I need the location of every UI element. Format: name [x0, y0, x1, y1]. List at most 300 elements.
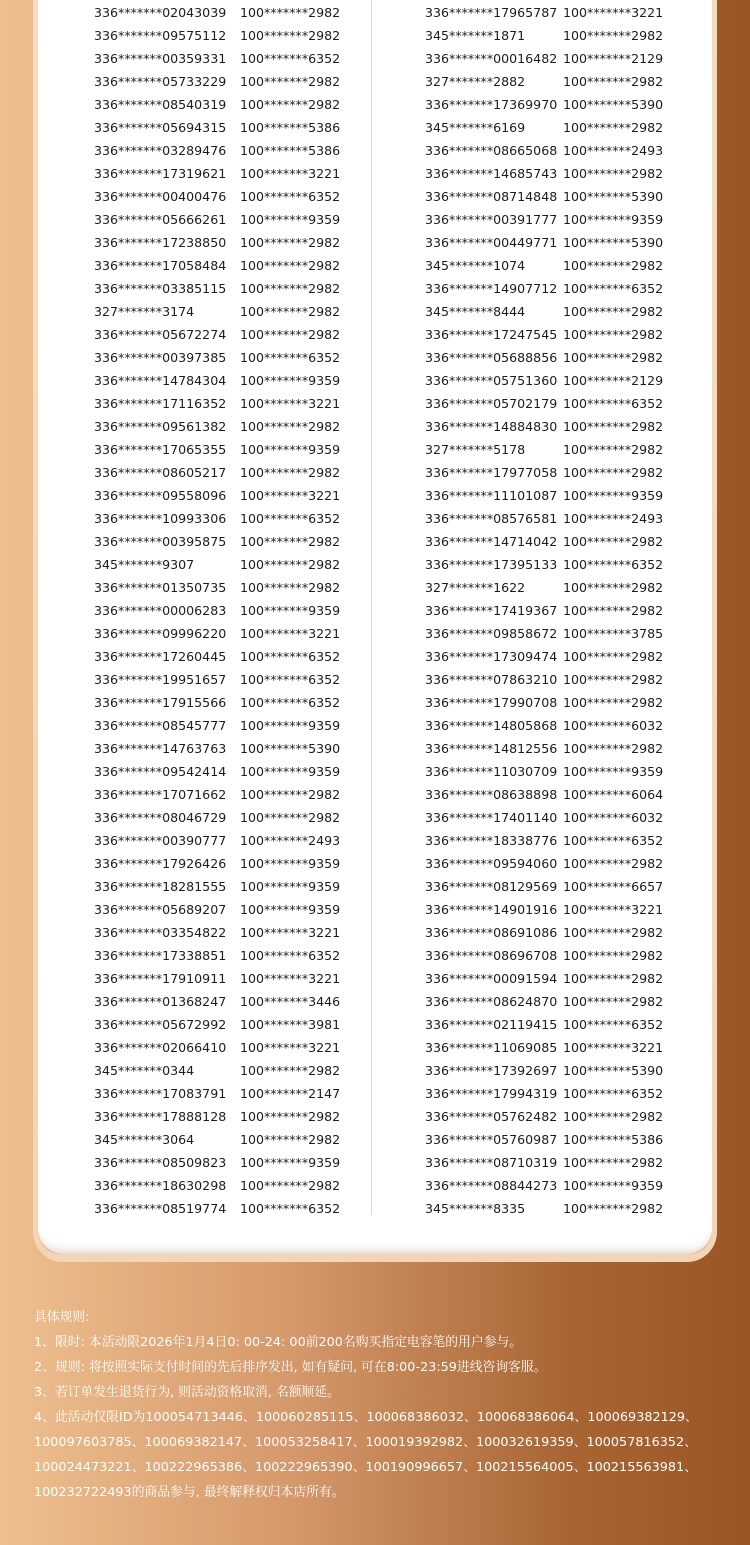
winner-row — [425, 346, 663, 369]
product-id: 100*******3221 — [240, 971, 341, 986]
winner-row — [425, 323, 663, 346]
user-account-id: 336*******05762482 — [425, 1109, 558, 1124]
user-account-id: 336*******17977058 — [425, 465, 558, 480]
product-id: 100*******6352 — [240, 51, 341, 66]
winner-row — [425, 944, 663, 967]
winner-row — [94, 1174, 340, 1197]
winner-row — [425, 392, 663, 415]
user-account-id: 336*******02043039 — [94, 5, 227, 20]
winner-row — [94, 323, 340, 346]
user-account-id: 345*******9307 — [94, 557, 195, 572]
winner-row — [94, 1128, 340, 1151]
winner-row — [425, 1036, 663, 1059]
product-id: 100*******2982 — [563, 948, 664, 963]
user-account-id: 336*******02119415 — [425, 1017, 558, 1032]
user-account-id: 336*******05666261 — [94, 212, 227, 227]
user-account-id: 336*******08696708 — [425, 948, 558, 963]
winner-row — [425, 783, 663, 806]
product-id: 100*******2982 — [563, 994, 664, 1009]
winner-row — [94, 990, 340, 1013]
winner-row — [94, 231, 340, 254]
product-id: 100*******6352 — [240, 189, 341, 204]
winner-row — [425, 829, 663, 852]
product-id: 100*******2493 — [240, 833, 341, 848]
user-account-id: 336*******10993306 — [94, 511, 227, 526]
winner-row — [425, 714, 663, 737]
winner-row — [94, 185, 340, 208]
product-id: 100*******9359 — [240, 879, 341, 894]
user-account-id: 336*******14784304 — [94, 373, 227, 388]
rule-item: 2、规则: 将按照实际支付时间的先后排序发出, 如有疑问, 可在8:00-23:59进线咨询客服。 — [34, 1360, 547, 1375]
winner-row — [94, 484, 340, 507]
user-account-id: 336*******14901916 — [425, 902, 558, 917]
winner-row — [425, 530, 663, 553]
product-id: 100*******2982 — [240, 97, 341, 112]
column-divider — [371, 0, 372, 1215]
winner-row — [425, 24, 663, 47]
user-account-id: 345*******8444 — [425, 304, 526, 319]
user-account-id: 336*******08710319 — [425, 1155, 558, 1170]
winner-row — [425, 691, 663, 714]
winner-row — [425, 1151, 663, 1174]
user-account-id: 336*******17071662 — [94, 787, 227, 802]
winner-row — [425, 553, 663, 576]
user-account-id: 336*******14812556 — [425, 741, 558, 756]
winner-row — [425, 576, 663, 599]
winner-row — [94, 392, 340, 415]
product-id: 100*******6352 — [563, 557, 664, 572]
user-account-id: 336*******11030709 — [425, 764, 558, 779]
user-account-id: 336*******00359331 — [94, 51, 227, 66]
user-account-id: 336*******11101087 — [425, 488, 558, 503]
user-account-id: 336*******17392697 — [425, 1063, 558, 1078]
user-account-id: 336*******08714848 — [425, 189, 558, 204]
user-account-id: 336*******09542414 — [94, 764, 227, 779]
winner-row — [425, 139, 663, 162]
user-account-id: 336*******05751360 — [425, 373, 558, 388]
user-account-id: 336*******14805868 — [425, 718, 558, 733]
winner-row — [94, 1151, 340, 1174]
winner-row — [425, 47, 663, 70]
winner-row — [425, 1197, 663, 1220]
user-account-id: 336*******17116352 — [94, 396, 227, 411]
winner-row — [94, 760, 340, 783]
winner-row — [94, 1105, 340, 1128]
user-account-id: 336*******08605217 — [94, 465, 227, 480]
rule-item: 100097603785、100069382147、100053258417、100019392982、100032619359、100057816352、 — [34, 1435, 697, 1450]
product-id: 100*******2982 — [563, 166, 664, 181]
user-account-id: 336*******05702179 — [425, 396, 558, 411]
product-id: 100*******2982 — [240, 1063, 341, 1078]
winner-row — [425, 645, 663, 668]
user-account-id: 336*******05672274 — [94, 327, 227, 342]
product-id: 100*******2982 — [240, 1109, 341, 1124]
user-account-id: 336*******17395133 — [425, 557, 558, 572]
winner-row — [94, 691, 340, 714]
user-account-id: 336*******17065355 — [94, 442, 227, 457]
product-id: 100*******2982 — [563, 304, 664, 319]
user-account-id: 336*******05688856 — [425, 350, 558, 365]
winner-list-right — [425, 1, 663, 1220]
user-account-id: 345*******1871 — [425, 28, 526, 43]
winner-row — [94, 714, 340, 737]
user-account-id: 336*******08545777 — [94, 718, 227, 733]
user-account-id: 336*******08046729 — [94, 810, 227, 825]
winner-row — [425, 438, 663, 461]
product-id: 100*******2982 — [563, 603, 664, 618]
product-id: 100*******2982 — [240, 557, 341, 572]
winner-row — [425, 93, 663, 116]
winner-row — [94, 921, 340, 944]
winner-row — [94, 47, 340, 70]
product-id: 100*******2982 — [240, 1132, 341, 1147]
product-id: 100*******2982 — [563, 442, 664, 457]
product-id: 100*******9359 — [563, 212, 664, 227]
winner-row — [425, 231, 663, 254]
product-id: 100*******3221 — [563, 1040, 664, 1055]
user-account-id: 336*******00390777 — [94, 833, 227, 848]
user-account-id: 336*******05733229 — [94, 74, 227, 89]
user-account-id: 336*******17319621 — [94, 166, 227, 181]
user-account-id: 336*******11069085 — [425, 1040, 558, 1055]
winner-row — [425, 1128, 663, 1151]
user-account-id: 336*******08638898 — [425, 787, 558, 802]
product-id: 100*******3785 — [563, 626, 664, 641]
user-account-id: 336*******00397385 — [94, 350, 227, 365]
user-account-id: 336*******00400476 — [94, 189, 227, 204]
winner-row — [425, 162, 663, 185]
winner-row — [94, 208, 340, 231]
user-account-id: 336*******05689207 — [94, 902, 227, 917]
user-account-id: 336*******14685743 — [425, 166, 558, 181]
product-id: 100*******2982 — [240, 5, 341, 20]
winner-row — [425, 300, 663, 323]
user-account-id: 336*******17369970 — [425, 97, 558, 112]
product-id: 100*******6032 — [563, 810, 664, 825]
winner-row — [425, 369, 663, 392]
product-id: 100*******9359 — [240, 902, 341, 917]
user-account-id: 336*******00016482 — [425, 51, 558, 66]
user-account-id: 336*******03385115 — [94, 281, 227, 296]
user-account-id: 336*******08691086 — [425, 925, 558, 940]
winner-row — [425, 1059, 663, 1082]
user-account-id: 327*******2882 — [425, 74, 526, 89]
user-account-id: 336*******14907712 — [425, 281, 558, 296]
winner-row — [425, 415, 663, 438]
product-id: 100*******9359 — [563, 1178, 664, 1193]
product-id: 100*******3221 — [240, 396, 341, 411]
product-id: 100*******2982 — [563, 28, 664, 43]
product-id: 100*******6352 — [240, 672, 341, 687]
winner-row — [94, 93, 340, 116]
user-account-id: 336*******17338851 — [94, 948, 227, 963]
winner-row — [94, 162, 340, 185]
winner-row — [94, 1082, 340, 1105]
winner-row — [94, 1, 340, 24]
user-account-id: 327*******3174 — [94, 304, 195, 319]
product-id: 100*******9359 — [240, 603, 341, 618]
product-id: 100*******2147 — [240, 1086, 341, 1101]
product-id: 100*******2982 — [563, 649, 664, 664]
rule-item: 3、若订单发生退货行为, 则活动资格取消, 名额顺延。 — [34, 1385, 340, 1400]
product-id: 100*******2982 — [563, 258, 664, 273]
user-account-id: 336*******14763763 — [94, 741, 227, 756]
rules-title: 具体规则: — [34, 1310, 90, 1325]
product-id: 100*******6352 — [563, 1017, 664, 1032]
user-account-id: 336*******17419367 — [425, 603, 558, 618]
product-id: 100*******2982 — [240, 28, 341, 43]
product-id: 100*******6352 — [240, 511, 341, 526]
winner-row — [425, 921, 663, 944]
winner-list-left — [94, 1, 340, 1220]
product-id: 100*******3446 — [240, 994, 341, 1009]
product-id: 100*******3221 — [240, 1040, 341, 1055]
user-account-id: 336*******05760987 — [425, 1132, 558, 1147]
user-account-id: 336*******17083791 — [94, 1086, 227, 1101]
winner-row — [425, 760, 663, 783]
product-id: 100*******2493 — [563, 511, 664, 526]
winner-row — [94, 346, 340, 369]
product-id: 100*******9359 — [240, 718, 341, 733]
product-id: 100*******5390 — [563, 189, 664, 204]
product-id: 100*******3221 — [240, 925, 341, 940]
user-account-id: 336*******17994319 — [425, 1086, 558, 1101]
user-account-id: 336*******08665068 — [425, 143, 558, 158]
winner-row — [425, 1174, 663, 1197]
product-id: 100*******2982 — [240, 465, 341, 480]
product-id: 100*******2982 — [563, 120, 664, 135]
user-account-id: 336*******07863210 — [425, 672, 558, 687]
product-id: 100*******9359 — [240, 856, 341, 871]
winner-row — [94, 1059, 340, 1082]
user-account-id: 336*******08519774 — [94, 1201, 227, 1216]
user-account-id: 345*******8335 — [425, 1201, 526, 1216]
product-id: 100*******3221 — [563, 902, 664, 917]
product-id: 100*******2982 — [563, 856, 664, 871]
winner-row — [94, 507, 340, 530]
product-id: 100*******9359 — [240, 212, 341, 227]
user-account-id: 336*******09858672 — [425, 626, 558, 641]
user-account-id: 336*******19951657 — [94, 672, 227, 687]
user-account-id: 336*******08576581 — [425, 511, 558, 526]
product-id: 100*******6352 — [240, 350, 341, 365]
user-account-id: 336*******00391777 — [425, 212, 558, 227]
winner-row — [425, 185, 663, 208]
winner-row — [425, 116, 663, 139]
user-account-id: 336*******08129569 — [425, 879, 558, 894]
product-id: 100*******2982 — [563, 419, 664, 434]
user-account-id: 336*******03354822 — [94, 925, 227, 940]
product-id: 100*******6352 — [563, 833, 664, 848]
product-id: 100*******2982 — [563, 1155, 664, 1170]
product-id: 100*******2982 — [240, 258, 341, 273]
user-account-id: 336*******14714042 — [425, 534, 558, 549]
product-id: 100*******2982 — [240, 304, 341, 319]
product-id: 100*******3221 — [240, 166, 341, 181]
user-account-id: 336*******01368247 — [94, 994, 227, 1009]
product-id: 100*******3221 — [240, 626, 341, 641]
product-id: 100*******2982 — [240, 74, 341, 89]
winner-row — [94, 254, 340, 277]
product-id: 100*******5390 — [240, 741, 341, 756]
product-id: 100*******5386 — [240, 143, 341, 158]
product-id: 100*******2982 — [563, 1109, 664, 1124]
winner-row — [425, 1105, 663, 1128]
winner-row — [94, 599, 340, 622]
user-account-id: 336*******03289476 — [94, 143, 227, 158]
product-id: 100*******2982 — [563, 74, 664, 89]
winner-row — [425, 967, 663, 990]
rule-item: 100232722493的商品参与, 最终解释权归本店所有。 — [34, 1485, 345, 1500]
winner-row — [94, 461, 340, 484]
winner-row — [94, 1197, 340, 1220]
user-account-id: 336*******17915566 — [94, 695, 227, 710]
winner-row — [94, 806, 340, 829]
product-id: 100*******2982 — [240, 810, 341, 825]
winner-row — [94, 576, 340, 599]
rule-item: 4、此活动仅限ID为100054713446、100060285115、100068386032、100068386064、100069382129、 — [34, 1410, 698, 1425]
product-id: 100*******2982 — [563, 695, 664, 710]
user-account-id: 336*******05694315 — [94, 120, 227, 135]
user-account-id: 336*******00006283 — [94, 603, 227, 618]
product-id: 100*******2982 — [240, 1178, 341, 1193]
product-id: 100*******6352 — [563, 281, 664, 296]
product-id: 100*******6352 — [240, 649, 341, 664]
winner-row — [94, 1036, 340, 1059]
winner-row — [425, 1013, 663, 1036]
product-id: 100*******9359 — [240, 764, 341, 779]
card-bottom-shadow — [38, 1232, 712, 1254]
winner-row — [425, 737, 663, 760]
product-id: 100*******2982 — [563, 534, 664, 549]
winner-row — [94, 967, 340, 990]
user-account-id: 336*******17888128 — [94, 1109, 227, 1124]
winner-row — [94, 645, 340, 668]
winner-row — [94, 944, 340, 967]
user-account-id: 336*******18281555 — [94, 879, 227, 894]
winner-row — [94, 277, 340, 300]
product-id: 100*******9359 — [240, 373, 341, 388]
user-account-id: 336*******00395875 — [94, 534, 227, 549]
product-id: 100*******2982 — [240, 580, 341, 595]
winner-row — [425, 599, 663, 622]
product-id: 100*******2982 — [563, 741, 664, 756]
product-id: 100*******9359 — [240, 1155, 341, 1170]
product-id: 100*******9359 — [563, 488, 664, 503]
user-account-id: 327*******1622 — [425, 580, 526, 595]
winner-row — [425, 622, 663, 645]
user-account-id: 336*******17238850 — [94, 235, 227, 250]
product-id: 100*******2982 — [240, 235, 341, 250]
winner-row — [425, 70, 663, 93]
product-id: 100*******2129 — [563, 51, 664, 66]
winner-row — [425, 461, 663, 484]
winner-row — [425, 852, 663, 875]
rules-section — [34, 1305, 734, 1505]
product-id: 100*******2982 — [563, 465, 664, 480]
product-id: 100*******2493 — [563, 143, 664, 158]
winner-row — [94, 737, 340, 760]
product-id: 100*******2982 — [563, 925, 664, 940]
product-id: 100*******6064 — [563, 787, 664, 802]
user-account-id: 336*******09996220 — [94, 626, 227, 641]
user-account-id: 336*******17910911 — [94, 971, 227, 986]
winner-row — [425, 990, 663, 1013]
user-account-id: 336*******17309474 — [425, 649, 558, 664]
product-id: 100*******9359 — [563, 764, 664, 779]
user-account-id: 336*******09561382 — [94, 419, 227, 434]
winner-row — [94, 875, 340, 898]
product-id: 100*******5390 — [563, 235, 664, 250]
user-account-id: 336*******01350735 — [94, 580, 227, 595]
winner-row — [94, 829, 340, 852]
user-account-id: 336*******05672992 — [94, 1017, 227, 1032]
product-id: 100*******6352 — [240, 1201, 341, 1216]
winner-row — [94, 369, 340, 392]
user-account-id: 336*******17926426 — [94, 856, 227, 871]
product-id: 100*******6032 — [563, 718, 664, 733]
winner-row — [425, 208, 663, 231]
user-account-id: 336*******09594060 — [425, 856, 558, 871]
product-id: 100*******2982 — [563, 1201, 664, 1216]
product-id: 100*******6657 — [563, 879, 664, 894]
product-id: 100*******2982 — [240, 787, 341, 802]
winner-row — [425, 484, 663, 507]
user-account-id: 336*******02066410 — [94, 1040, 227, 1055]
product-id: 100*******5386 — [240, 120, 341, 135]
user-account-id: 336*******08509823 — [94, 1155, 227, 1170]
product-id: 100*******2982 — [563, 580, 664, 595]
winner-row — [94, 300, 340, 323]
winner-row — [425, 898, 663, 921]
winner-row — [425, 277, 663, 300]
user-account-id: 336*******18630298 — [94, 1178, 227, 1193]
winner-row — [425, 507, 663, 530]
product-id: 100*******2982 — [240, 534, 341, 549]
product-id: 100*******2982 — [240, 327, 341, 342]
product-id: 100*******2982 — [240, 281, 341, 296]
winner-row — [425, 875, 663, 898]
product-id: 100*******5390 — [563, 97, 664, 112]
winner-row — [94, 783, 340, 806]
product-id: 100*******6352 — [563, 396, 664, 411]
user-account-id: 336*******00091594 — [425, 971, 558, 986]
winner-row — [94, 24, 340, 47]
winner-row — [94, 70, 340, 93]
user-account-id: 336*******00449771 — [425, 235, 558, 250]
product-id: 100*******6352 — [563, 1086, 664, 1101]
winner-row — [94, 622, 340, 645]
user-account-id: 336*******08624870 — [425, 994, 558, 1009]
user-account-id: 327*******5178 — [425, 442, 526, 457]
winner-row — [425, 806, 663, 829]
winner-row — [425, 254, 663, 277]
winner-row — [94, 852, 340, 875]
user-account-id: 345*******6169 — [425, 120, 526, 135]
product-id: 100*******3981 — [240, 1017, 341, 1032]
user-account-id: 345*******3064 — [94, 1132, 195, 1147]
product-id: 100*******6352 — [240, 948, 341, 963]
user-account-id: 345*******1074 — [425, 258, 526, 273]
product-id: 100*******9359 — [240, 442, 341, 457]
product-id: 100*******2982 — [563, 350, 664, 365]
user-account-id: 336*******14884830 — [425, 419, 558, 434]
winner-row — [94, 139, 340, 162]
user-account-id: 336*******09558096 — [94, 488, 227, 503]
product-id: 100*******2982 — [563, 672, 664, 687]
user-account-id: 336*******18338776 — [425, 833, 558, 848]
winner-row — [94, 898, 340, 921]
